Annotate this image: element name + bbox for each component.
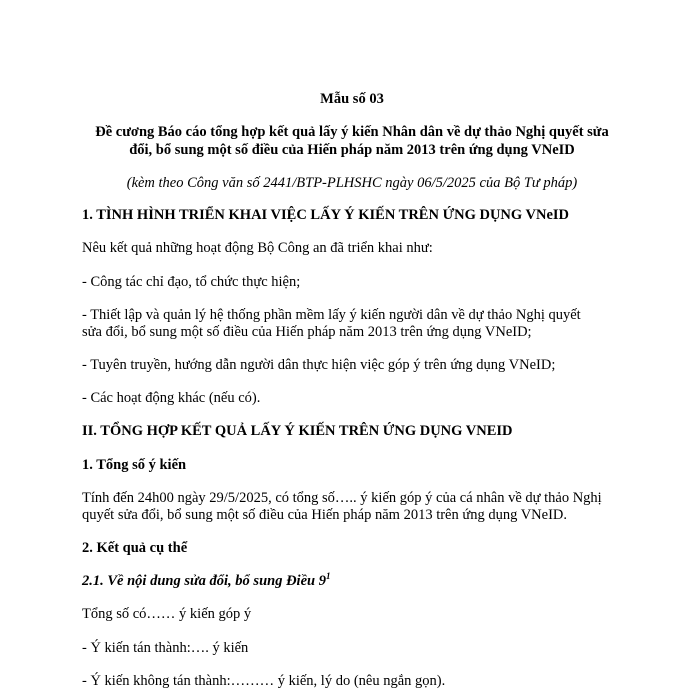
subsection-2-1-heading-text: 2.1. Về nội dung sửa đổi, bổ sung Điều 9	[82, 573, 326, 589]
disagree-opinions-line: - Ý kiến không tán thành:……… ý kiến, lý do (nêu ngắn gọn).	[82, 673, 446, 689]
section-2-heading: II. TỔNG HỢP KẾT QUẢ LẤY Ý KIẾN TRÊN ỨNG DỤNG VNEID	[82, 423, 513, 439]
section-1-bullet-4: - Các hoạt động khác (nếu có).	[82, 390, 261, 406]
subsection-2-1-heading	[82, 571, 622, 591]
section-1-heading: 1. TÌNH HÌNH TRIỂN KHAI VIỆC LẤY Ý KIẾN TRÊN ỨNG DỤNG VNeID	[82, 207, 570, 223]
section-1-bullet-2-line-2: sửa đổi, bổ sung một số điều của Hiến pháp năm 2013 trên ứng dụng VNeID;	[82, 324, 532, 340]
agree-opinions-line: - Ý kiến tán thành:…. ý kiến	[82, 640, 249, 656]
section-1-bullet-2-line-1: - Thiết lập và quản lý hệ thống phần mềm lấy ý kiến người dân về dự thảo Nghị quyết	[82, 307, 581, 323]
document-title-line-2: đổi, bổ sung một số điều của Hiến pháp năm 2013 trên ứng dụng VNeID	[129, 142, 575, 158]
total-opinions-line: Tổng số có…… ý kiến góp ý	[82, 606, 252, 622]
footnote-reference[interactable]: 1	[325, 571, 331, 582]
section-1-intro: Nêu kết quả những hoạt động Bộ Công an đã triển khai như:	[82, 240, 433, 256]
document-title-line-1: Đề cương Báo cáo tổng hợp kết quả lấy ý kiến Nhân dân về dự thảo Nghị quyết sửa	[95, 124, 609, 140]
form-number: Mẫu số 03	[320, 91, 384, 107]
section-1-bullet-3: - Tuyên truyền, hướng dẫn người dân thực hiện việc góp ý trên ứng dụng VNeID;	[82, 357, 556, 373]
document-subtitle: (kèm theo Công văn số 2441/BTP-PLHSHC ngày 06/5/2025 của Bộ Tư pháp)	[126, 175, 578, 191]
section-1-bullet-1: - Công tác chỉ đạo, tổ chức thực hiện;	[82, 274, 301, 290]
subsection-1-heading: 1. Tổng số ý kiến	[82, 457, 187, 473]
subsection-2-heading: 2. Kết quả cụ thể	[82, 540, 188, 556]
subsection-1-text-line-1: Tính đến 24h00 ngày 29/5/2025, có tổng số….. ý kiến góp ý của cá nhân về dự thảo Nghị	[82, 490, 602, 506]
subsection-1-text-line-2: quyết sửa đổi, bổ sung một số điều của Hiến pháp năm 2013 trên ứng dụng VNeID.	[82, 507, 568, 523]
